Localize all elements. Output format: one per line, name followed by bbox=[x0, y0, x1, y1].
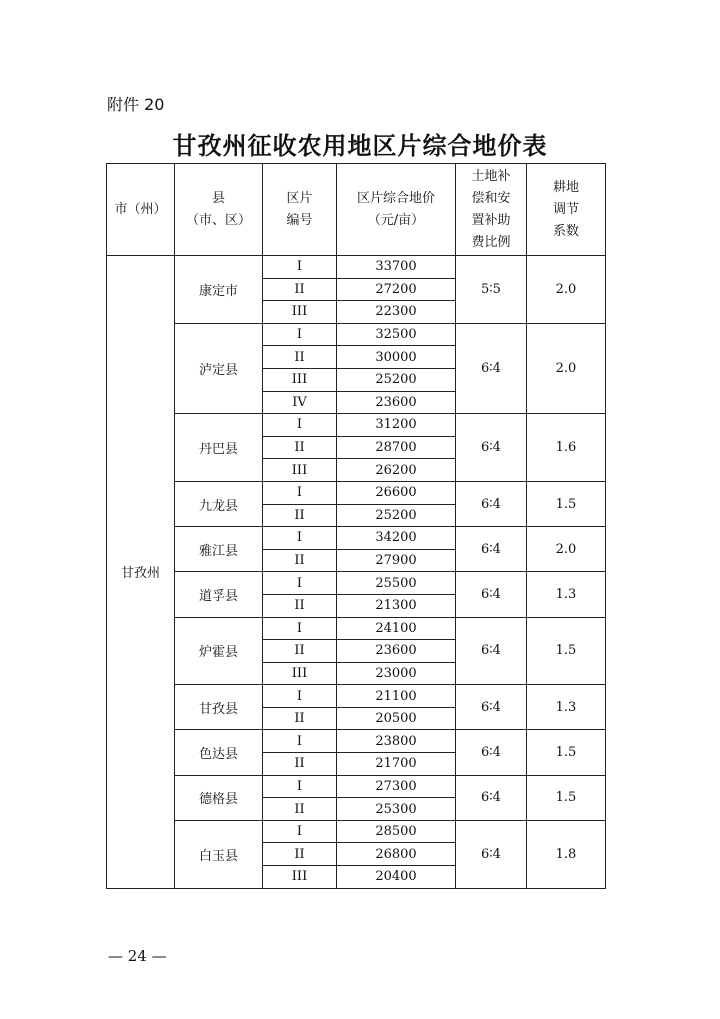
zone-code-cell: I bbox=[263, 256, 337, 279]
zone-price-cell: 23000 bbox=[337, 662, 456, 685]
zone-code-cell: II bbox=[263, 798, 337, 821]
coefficient-cell: 1.5 bbox=[527, 730, 606, 775]
zone-code-cell: II bbox=[263, 594, 337, 617]
ratio-cell: 6∶4 bbox=[456, 481, 527, 526]
ratio-cell: 6∶4 bbox=[456, 572, 527, 617]
table-body bbox=[107, 256, 606, 889]
coefficient-cell: 1.3 bbox=[527, 572, 606, 617]
ratio-cell: 6∶4 bbox=[456, 685, 527, 730]
zone-code-cell: I bbox=[263, 730, 337, 753]
zone-price-cell: 33700 bbox=[337, 256, 456, 279]
zone-price-cell: 25500 bbox=[337, 572, 456, 595]
zone-price-cell: 22300 bbox=[337, 301, 456, 324]
zone-code-cell: I bbox=[263, 617, 337, 640]
ratio-cell: 5∶5 bbox=[456, 256, 527, 324]
table-row bbox=[107, 617, 606, 640]
ratio-cell: 6∶4 bbox=[456, 730, 527, 775]
zone-code-cell: III bbox=[263, 459, 337, 482]
zone-price-cell: 24100 bbox=[337, 617, 456, 640]
table-row bbox=[107, 820, 606, 843]
zone-price-cell: 28500 bbox=[337, 820, 456, 843]
coefficient-cell: 2.0 bbox=[527, 256, 606, 324]
table-row bbox=[107, 685, 606, 708]
header-coefficient: 耕地 调节 系数 bbox=[527, 164, 606, 256]
page-number: — 24 — bbox=[108, 947, 167, 965]
header-ratio: 土地补 偿和安 置补助 费比例 bbox=[456, 164, 527, 256]
ratio-cell: 6∶4 bbox=[456, 820, 527, 888]
zone-price-cell: 21300 bbox=[337, 594, 456, 617]
table-row bbox=[107, 572, 606, 595]
zone-code-cell: I bbox=[263, 481, 337, 504]
header-zone: 区片 编号 bbox=[263, 164, 337, 256]
table-row bbox=[107, 730, 606, 753]
coefficient-cell: 2.0 bbox=[527, 323, 606, 413]
county-cell: 康定市 bbox=[175, 256, 263, 324]
zone-price-cell: 25200 bbox=[337, 368, 456, 391]
zone-code-cell: I bbox=[263, 414, 337, 437]
zone-code-cell: II bbox=[263, 549, 337, 572]
zone-code-cell: I bbox=[263, 527, 337, 550]
table-row bbox=[107, 775, 606, 798]
ratio-cell: 6∶4 bbox=[456, 527, 527, 572]
coefficient-cell: 1.5 bbox=[527, 617, 606, 685]
coefficient-cell: 1.3 bbox=[527, 685, 606, 730]
zone-code-cell: III bbox=[263, 368, 337, 391]
county-cell: 九龙县 bbox=[175, 481, 263, 526]
city-cell: 甘孜州 bbox=[107, 256, 175, 889]
zone-code-cell: I bbox=[263, 572, 337, 595]
table-row bbox=[107, 414, 606, 437]
county-cell: 雅江县 bbox=[175, 527, 263, 572]
county-cell: 道孚县 bbox=[175, 572, 263, 617]
zone-code-cell: I bbox=[263, 685, 337, 708]
zone-price-cell: 27900 bbox=[337, 549, 456, 572]
zone-code-cell: I bbox=[263, 820, 337, 843]
zone-price-cell: 30000 bbox=[337, 346, 456, 369]
zone-code-cell: II bbox=[263, 346, 337, 369]
zone-code-cell: II bbox=[263, 843, 337, 866]
header-row bbox=[107, 164, 606, 256]
zone-code-cell: I bbox=[263, 323, 337, 346]
zone-price-cell: 26600 bbox=[337, 481, 456, 504]
county-cell: 甘孜县 bbox=[175, 685, 263, 730]
zone-price-cell: 34200 bbox=[337, 527, 456, 550]
zone-price-cell: 23600 bbox=[337, 391, 456, 414]
coefficient-cell: 1.6 bbox=[527, 414, 606, 482]
zone-price-cell: 20500 bbox=[337, 707, 456, 730]
zone-code-cell: II bbox=[263, 504, 337, 527]
zone-price-cell: 26800 bbox=[337, 843, 456, 866]
zone-price-cell: 27200 bbox=[337, 278, 456, 301]
zone-code-cell: III bbox=[263, 866, 337, 889]
zone-code-cell: II bbox=[263, 753, 337, 776]
zone-price-cell: 25300 bbox=[337, 798, 456, 821]
table-row bbox=[107, 481, 606, 504]
coefficient-cell: 1.8 bbox=[527, 820, 606, 888]
zone-price-cell: 21700 bbox=[337, 753, 456, 776]
header-city: 市（州） bbox=[107, 164, 175, 256]
zone-code-cell: III bbox=[263, 301, 337, 324]
county-cell: 白玉县 bbox=[175, 820, 263, 888]
header-county: 县 （市、区） bbox=[175, 164, 263, 256]
ratio-cell: 6∶4 bbox=[456, 617, 527, 685]
zone-price-cell: 32500 bbox=[337, 323, 456, 346]
zone-code-cell: II bbox=[263, 640, 337, 663]
county-cell: 丹巴县 bbox=[175, 414, 263, 482]
zone-code-cell: II bbox=[263, 436, 337, 459]
ratio-cell: 6∶4 bbox=[456, 323, 527, 413]
zone-code-cell: II bbox=[263, 707, 337, 730]
coefficient-cell: 1.5 bbox=[527, 775, 606, 820]
header-price: 区片综合地价 （元/亩） bbox=[337, 164, 456, 256]
zone-code-cell: IV bbox=[263, 391, 337, 414]
ratio-cell: 6∶4 bbox=[456, 775, 527, 820]
zone-code-cell: III bbox=[263, 662, 337, 685]
county-cell: 色达县 bbox=[175, 730, 263, 775]
county-cell: 泸定县 bbox=[175, 323, 263, 413]
county-cell: 德格县 bbox=[175, 775, 263, 820]
table-row bbox=[107, 256, 606, 279]
zone-price-cell: 23600 bbox=[337, 640, 456, 663]
zone-price-cell: 25200 bbox=[337, 504, 456, 527]
zone-price-cell: 26200 bbox=[337, 459, 456, 482]
ratio-cell: 6∶4 bbox=[456, 414, 527, 482]
table-row bbox=[107, 323, 606, 346]
zone-price-cell: 31200 bbox=[337, 414, 456, 437]
zone-price-cell: 23800 bbox=[337, 730, 456, 753]
zone-price-cell: 28700 bbox=[337, 436, 456, 459]
zone-price-cell: 27300 bbox=[337, 775, 456, 798]
coefficient-cell: 1.5 bbox=[527, 481, 606, 526]
land-price-table bbox=[106, 163, 606, 889]
zone-code-cell: II bbox=[263, 278, 337, 301]
page-title: 甘孜州征收农用地区片综合地价表 bbox=[172, 131, 548, 160]
attachment-label: 附件 20 bbox=[107, 95, 165, 114]
zone-price-cell: 20400 bbox=[337, 866, 456, 889]
table-row bbox=[107, 527, 606, 550]
zone-code-cell: I bbox=[263, 775, 337, 798]
coefficient-cell: 2.0 bbox=[527, 527, 606, 572]
zone-price-cell: 21100 bbox=[337, 685, 456, 708]
county-cell: 炉霍县 bbox=[175, 617, 263, 685]
